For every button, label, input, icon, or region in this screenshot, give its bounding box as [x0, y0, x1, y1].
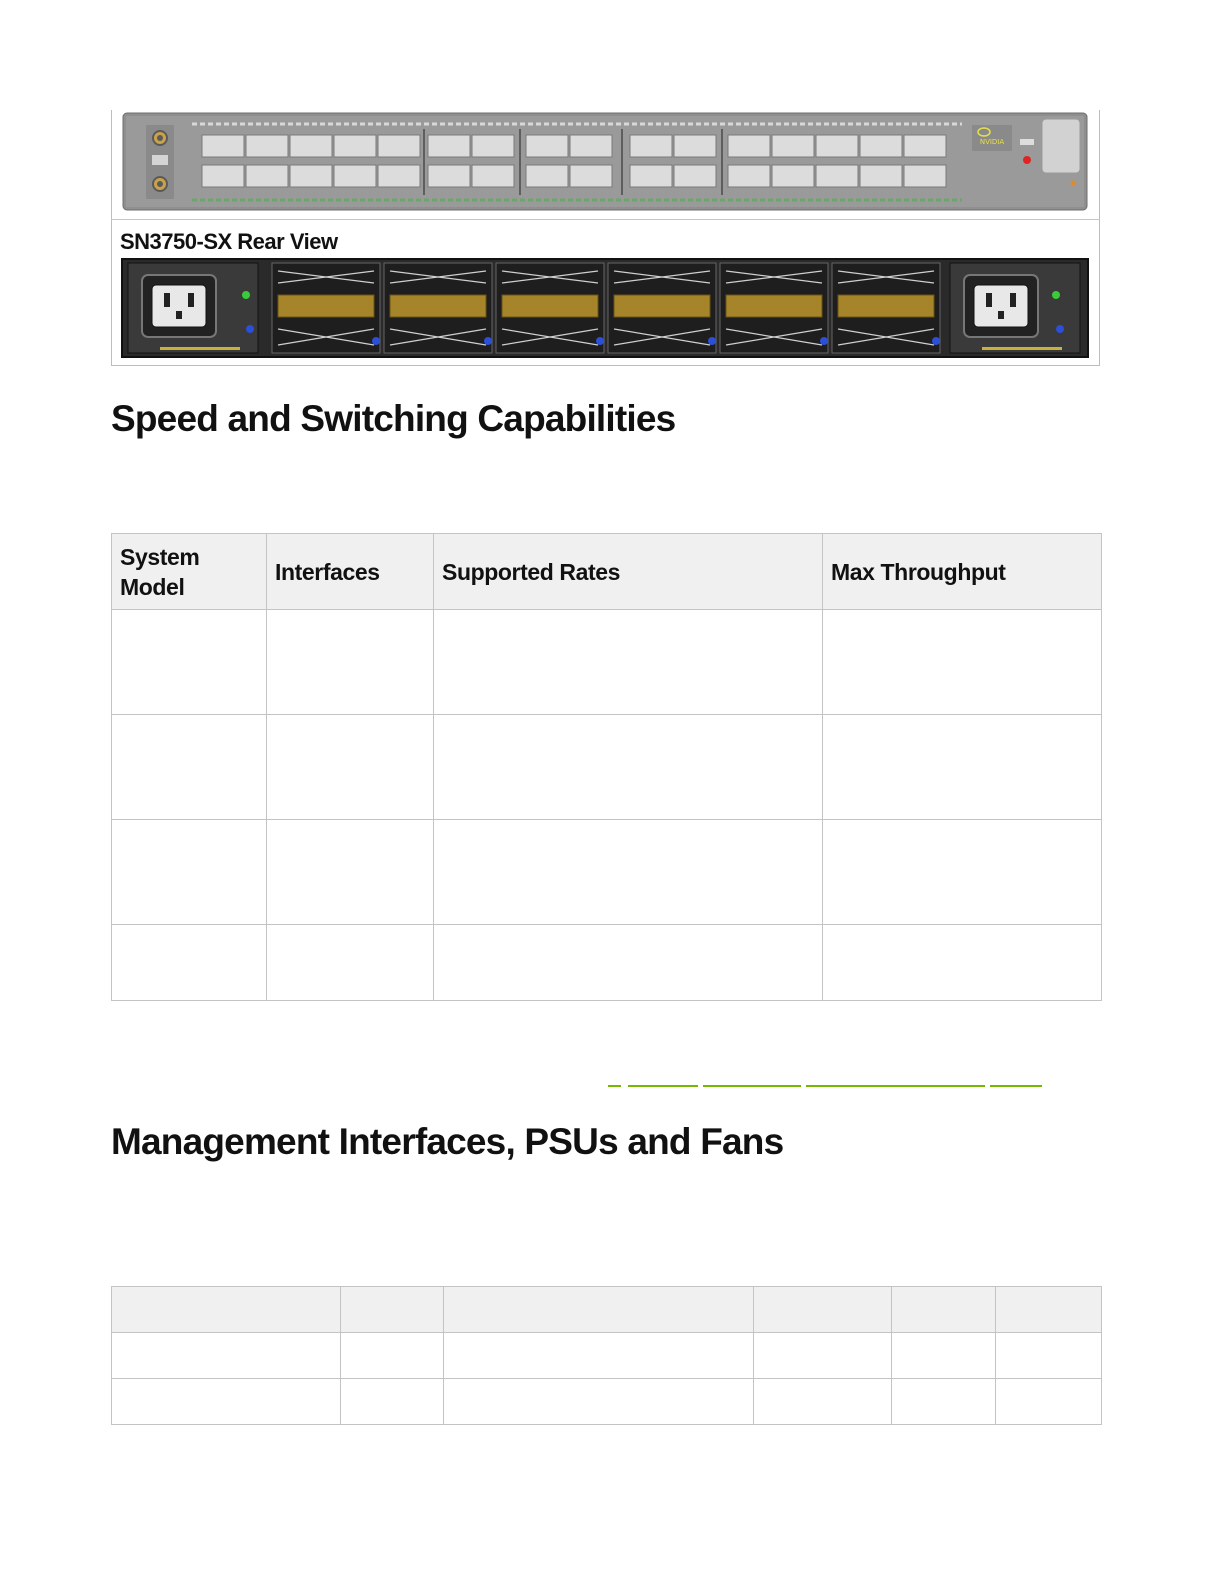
rear-view-caption: SN3750-SX Rear View — [120, 229, 338, 254]
col-header — [996, 1287, 1102, 1333]
table-cell — [112, 1333, 341, 1379]
table-cell — [823, 715, 1102, 820]
table-row — [112, 925, 1102, 1001]
col-header-system-model: System Model — [112, 534, 267, 610]
table-cell — [267, 715, 434, 820]
table-cell — [341, 1333, 444, 1379]
table-row — [112, 1379, 1102, 1425]
table-cell — [434, 610, 823, 715]
table-cell — [112, 820, 267, 925]
table-cell — [823, 925, 1102, 1001]
table-cell — [112, 925, 267, 1001]
hyperlink-underline[interactable] — [628, 1085, 698, 1087]
figure-divider — [111, 219, 1100, 220]
table-cell — [267, 610, 434, 715]
table-cell — [996, 1379, 1102, 1425]
hyperlink-underline[interactable] — [703, 1085, 801, 1087]
table-row — [112, 715, 1102, 820]
table-row — [112, 610, 1102, 715]
table-header-row — [112, 1287, 1102, 1333]
table-cell — [112, 1379, 341, 1425]
col-header — [892, 1287, 996, 1333]
table-cell — [434, 820, 823, 925]
table-cell — [444, 1333, 754, 1379]
section-title-speed: Speed and Switching Capabilities — [111, 398, 676, 439]
section-title-management: Management Interfaces, PSUs and Fans — [111, 1121, 784, 1162]
col-header-interfaces: Interfaces — [267, 534, 434, 610]
col-header — [341, 1287, 444, 1333]
col-header-max-throughput: Max Throughput — [823, 534, 1102, 610]
table-cell — [341, 1379, 444, 1425]
table-cell — [823, 610, 1102, 715]
management-table — [111, 1286, 1102, 1425]
table-cell — [892, 1333, 996, 1379]
table-cell — [434, 715, 823, 820]
col-header — [754, 1287, 892, 1333]
table-cell — [267, 820, 434, 925]
table-cell — [112, 715, 267, 820]
table-row — [112, 820, 1102, 925]
table-cell — [892, 1379, 996, 1425]
table-cell — [444, 1379, 754, 1425]
psu-right — [950, 263, 1080, 353]
col-header-supported-rates: Supported Rates — [434, 534, 823, 610]
table-header-row — [112, 534, 1102, 610]
hyperlink-underline[interactable] — [608, 1085, 621, 1087]
table-cell — [823, 820, 1102, 925]
table-cell — [754, 1379, 892, 1425]
table-cell — [996, 1333, 1102, 1379]
table-cell — [267, 925, 434, 1001]
rear-panel-image — [120, 257, 1092, 360]
front-panel-image — [122, 111, 1088, 212]
table-cell — [112, 610, 267, 715]
table-cell — [434, 925, 823, 1001]
svg-text:NVIDIA: NVIDIA — [979, 138, 1005, 146]
col-header — [444, 1287, 754, 1333]
col-header — [112, 1287, 341, 1333]
table-cell — [754, 1333, 892, 1379]
psu-left — [128, 263, 258, 353]
speed-capabilities-table — [111, 533, 1102, 1001]
hyperlink-underline[interactable] — [990, 1085, 1042, 1087]
table-row — [112, 1333, 1102, 1379]
hyperlink-underline[interactable] — [806, 1085, 985, 1087]
